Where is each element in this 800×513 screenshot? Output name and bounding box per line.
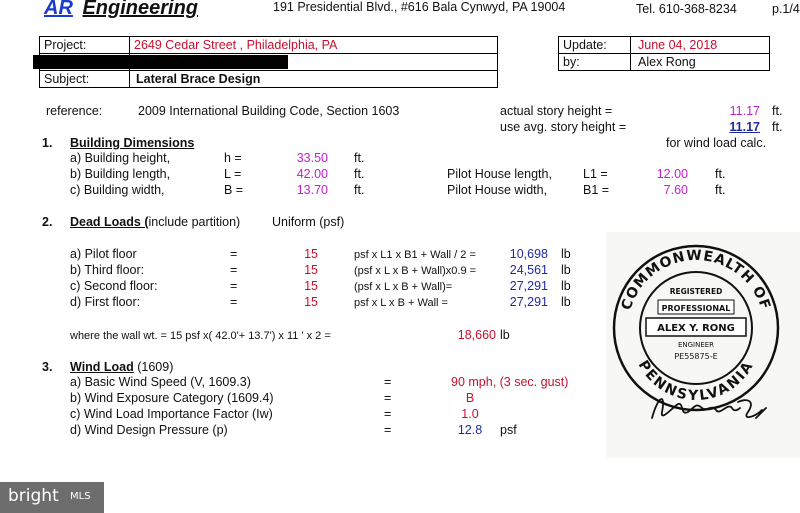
load-row-label: d) First floor: (70, 295, 141, 309)
load-row-formula: psf x L1 x B1 + Wall / 2 = (354, 249, 476, 261)
company-phone: Tel. 610-368-8234 (636, 2, 737, 16)
load-row-formula: psf x L x B + Wall = (354, 297, 448, 309)
wind-row-label: d) Wind Design Pressure (p) (70, 423, 228, 437)
wind-row-equals: = (384, 391, 392, 405)
wind-row-value: 12.8 (457, 423, 483, 437)
dim-row-value: 33.50 (296, 151, 328, 165)
pilot-row-unit: ft. (715, 183, 726, 197)
update-value: June 04, 2018 (638, 38, 718, 52)
seal-graphic (606, 232, 800, 458)
load-row-unit: lb (561, 247, 571, 261)
watermark-suffix: MLS (70, 491, 91, 502)
load-row-equals: = (230, 263, 238, 277)
load-row-unit: lb (561, 279, 571, 293)
load-row-formula: (psf x L x B + Wall)x0.9 = (354, 265, 477, 277)
dim-row-unit: ft. (354, 151, 365, 165)
dim-row-symbol: h = (224, 151, 242, 165)
wind-note: for wind load calc. (666, 136, 767, 150)
dim-row-unit: ft. (354, 183, 365, 197)
svg-text:ALEX Y. RONG: ALEX Y. RONG (657, 323, 735, 334)
reference-label: reference: (46, 104, 103, 118)
page-number: p.1/4 (772, 2, 800, 16)
svg-text:ENGINEER: ENGINEER (677, 341, 715, 349)
section3-title-rest: (1609) (133, 360, 174, 374)
engineer-seal (606, 232, 800, 458)
dim-row-symbol: L = (224, 167, 242, 181)
watermark-brand: bright (8, 486, 59, 506)
load-row-value: 10,698 (509, 247, 548, 261)
svg-text:COMMONWEALTH OF: COMMONWEALTH OF (618, 247, 774, 313)
section1-title: Building Dimensions (70, 136, 195, 150)
load-row-equals: = (230, 295, 238, 309)
logo (44, 0, 198, 19)
svg-text:PENNSYLVANIA: PENNSYLVANIA (634, 357, 758, 405)
load-row-psf: 15 (304, 279, 318, 293)
wind-row-label: b) Wind Exposure Category (1609.4) (70, 391, 274, 405)
company-address: 191 Presidential Blvd., #616 Bala Cynwyd, PA 19004 (273, 0, 566, 14)
avg-story-unit: ft. (772, 120, 783, 134)
pilot-row-symbol: L1 = (583, 167, 608, 181)
wall-weight-text: where the wall wt. = 15 psf x( 42.0'+ 13.7') x 11 ' x 2 = (70, 330, 331, 342)
load-row-equals: = (230, 279, 238, 293)
wind-row-value: 1.0 (461, 407, 479, 421)
load-row-value: 24,561 (509, 263, 548, 277)
load-row-equals: = (230, 247, 238, 261)
avg-story-label: use avg. story height = (500, 120, 627, 134)
reference-code: 2009 International Building Code, Section 1603 (138, 104, 400, 118)
section2-title-group (70, 215, 240, 230)
subject-label: Subject: (44, 72, 90, 86)
project-value: 2649 Cedar Street , Philadelphia, PA (134, 38, 338, 52)
wind-row-equals: = (384, 423, 392, 437)
avg-story-value: 11.17 (729, 120, 760, 134)
load-row-unit: lb (561, 263, 571, 277)
section3-title: Wind Load (70, 360, 134, 374)
wind-row-label: c) Wind Load Importance Factor (Iw) (70, 407, 273, 421)
wind-row-equals: = (384, 375, 392, 389)
load-row-label: b) Third floor: (70, 263, 145, 277)
section2-number: 2. (42, 215, 53, 229)
wind-row-value: 90 mph, (3 sec. gust) (451, 375, 569, 389)
pilot-row-value: 12.00 (656, 167, 688, 181)
load-row-label: c) Second floor: (70, 279, 158, 293)
dim-row-value: 42.00 (296, 167, 328, 181)
section2-title: Dead Loads ( (70, 215, 149, 229)
logo-engineering: Engineering (82, 0, 199, 19)
uniform-header: Uniform (psf) (272, 215, 345, 229)
redaction-bar (33, 55, 288, 69)
pilot-row-symbol: B1 = (583, 183, 610, 197)
load-row-value: 27,291 (509, 279, 548, 293)
section1-number: 1. (42, 136, 53, 150)
project-label: Project: (44, 38, 87, 52)
svg-text:PE55875-E: PE55875-E (674, 352, 718, 361)
wind-row-value: B (465, 391, 475, 405)
section3-title-group (70, 360, 173, 375)
dim-row-unit: ft. (354, 167, 365, 181)
by-label: by: (563, 55, 580, 69)
wall-weight-value: 18,660 (457, 328, 496, 342)
svg-text:REGISTERED: REGISTERED (669, 287, 723, 296)
svg-text:PROFESSIONAL: PROFESSIONAL (661, 304, 731, 313)
load-row-formula: (psf x L x B + Wall)= (354, 281, 453, 293)
actual-story-value: 11.17 (729, 104, 760, 118)
wind-row-label: a) Basic Wind Speed (V, 1609.3) (70, 375, 251, 389)
dim-row-label: b) Building length, (70, 167, 171, 181)
pilot-row-label: Pilot House length, (447, 167, 552, 181)
section2-title-rest: include partition) (148, 215, 241, 229)
load-row-psf: 15 (304, 295, 318, 309)
pilot-row-label: Pilot House width, (447, 183, 548, 197)
load-row-value: 27,291 (509, 295, 548, 309)
by-value: Alex Rong (638, 55, 696, 69)
pilot-row-value: 7.60 (663, 183, 688, 197)
wind-row-unit: psf (500, 423, 517, 437)
wind-row-equals: = (384, 407, 392, 421)
mls-watermark (0, 482, 104, 513)
dim-row-label: a) Building height, (70, 151, 171, 165)
update-label: Update: (563, 38, 607, 52)
dim-row-value: 13.70 (296, 183, 328, 197)
pilot-row-unit: ft. (715, 167, 726, 181)
load-row-unit: lb (561, 295, 571, 309)
load-row-psf: 15 (304, 247, 318, 261)
logo-ar: AR (44, 0, 73, 19)
actual-story-unit: ft. (772, 104, 783, 118)
section3-number: 3. (42, 360, 53, 374)
load-row-psf: 15 (304, 263, 318, 277)
load-row-label: a) Pilot floor (70, 247, 137, 261)
dim-row-symbol: B = (224, 183, 244, 197)
dim-row-label: c) Building width, (70, 183, 165, 197)
wall-weight-unit: lb (500, 328, 510, 342)
subject-value: Lateral Brace Design (136, 72, 261, 86)
actual-story-label: actual story height = (500, 104, 613, 118)
